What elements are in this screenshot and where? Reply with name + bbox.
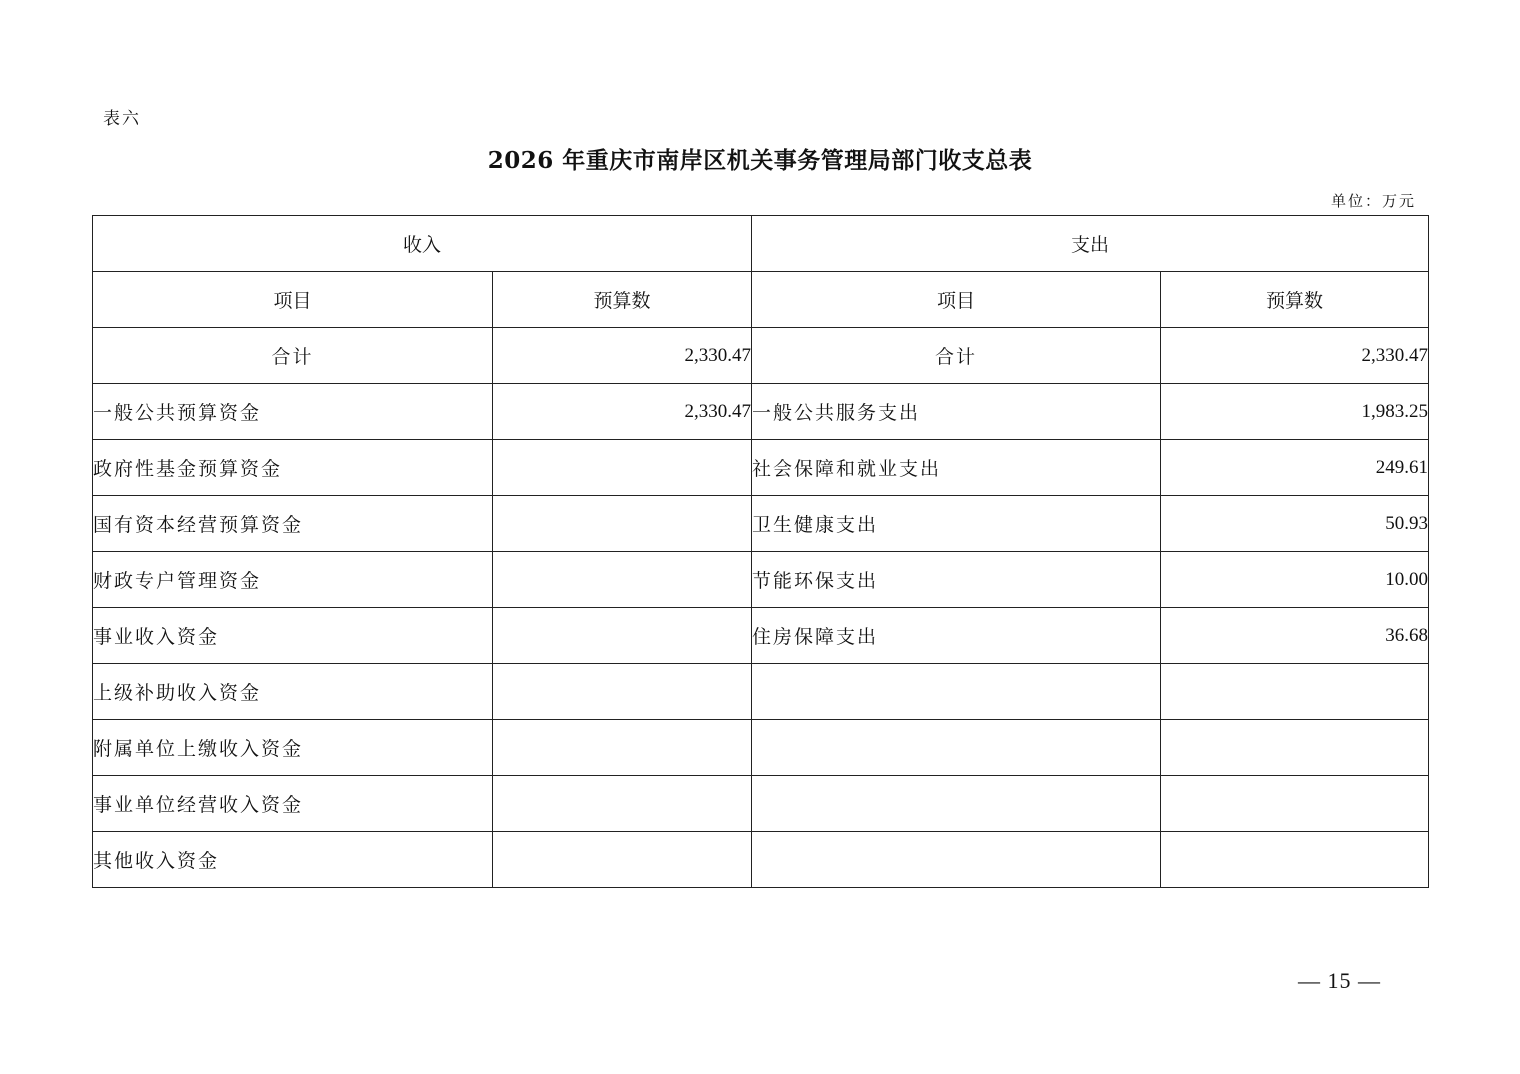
income-total-label: 合计: [93, 328, 493, 384]
total-row: [93, 328, 1429, 384]
document-title: 2026 年重庆市南岸区机关事务管理局部门收支总表: [487, 147, 1033, 174]
expense-total-value: 2,330.47: [1161, 328, 1429, 384]
income-value-cell: 2,330.47: [493, 384, 752, 440]
table-row: [93, 440, 1429, 496]
income-value-cell: [493, 552, 752, 608]
expense-item-cell: 节能环保支出: [752, 552, 1161, 608]
expense-item-cell: 社会保障和就业支出: [752, 440, 1161, 496]
income-item-cell: 政府性基金预算资金: [93, 440, 493, 496]
income-item-cell: 国有资本经营预算资金: [93, 496, 493, 552]
expense-item-cell: [752, 720, 1161, 776]
expense-item-cell: [752, 776, 1161, 832]
expense-value-cell: 249.61: [1161, 440, 1429, 496]
expense-item-cell: 住房保障支出: [752, 608, 1161, 664]
income-item-cell: 事业收入资金: [93, 608, 493, 664]
table-row: [93, 776, 1429, 832]
budget-table-body: [93, 216, 1429, 888]
expense-section-header: 支出: [752, 216, 1429, 272]
expense-item-header: 项目: [752, 272, 1161, 328]
table-row: [93, 496, 1429, 552]
income-item-cell: 其他收入资金: [93, 832, 493, 888]
expense-budget-header: 预算数: [1161, 272, 1429, 328]
expense-value-cell: 50.93: [1161, 496, 1429, 552]
expense-value-cell: [1161, 720, 1429, 776]
table-row: [93, 720, 1429, 776]
income-item-cell: 事业单位经营收入资金: [93, 776, 493, 832]
expense-value-cell: [1161, 832, 1429, 888]
budget-table: [92, 215, 1429, 888]
income-item-cell: 财政专户管理资金: [93, 552, 493, 608]
expense-value-cell: 1,983.25: [1161, 384, 1429, 440]
income-value-cell: [493, 664, 752, 720]
income-value-cell: [493, 776, 752, 832]
income-item-cell: 上级补助收入资金: [93, 664, 493, 720]
income-section-header: 收入: [93, 216, 752, 272]
income-item-cell: 附属单位上缴收入资金: [93, 720, 493, 776]
page-number: — 15 —: [1298, 968, 1381, 993]
expense-value-cell: 36.68: [1161, 608, 1429, 664]
column-header-row: [93, 272, 1429, 328]
income-value-cell: [493, 608, 752, 664]
income-value-cell: [493, 496, 752, 552]
table-row: [93, 608, 1429, 664]
section-header-row: [93, 216, 1429, 272]
income-value-cell: [493, 440, 752, 496]
expense-total-label: 合计: [752, 328, 1161, 384]
income-value-cell: [493, 720, 752, 776]
expense-value-cell: [1161, 664, 1429, 720]
expense-item-cell: [752, 832, 1161, 888]
table-label: 表六: [103, 109, 141, 129]
expense-item-cell: 一般公共服务支出: [752, 384, 1161, 440]
income-item-header: 项目: [93, 272, 493, 328]
income-budget-header: 预算数: [493, 272, 752, 328]
expense-item-cell: [752, 664, 1161, 720]
expense-item-cell: 卫生健康支出: [752, 496, 1161, 552]
income-item-cell: 一般公共预算资金: [93, 384, 493, 440]
table-row: [93, 384, 1429, 440]
income-value-cell: [493, 832, 752, 888]
table-row: [93, 832, 1429, 888]
expense-value-cell: [1161, 776, 1429, 832]
expense-value-cell: 10.00: [1161, 552, 1429, 608]
income-total-value: 2,330.47: [493, 328, 752, 384]
unit-note: 单位：万元: [1330, 192, 1416, 210]
table-row: [93, 664, 1429, 720]
table-row: [93, 552, 1429, 608]
